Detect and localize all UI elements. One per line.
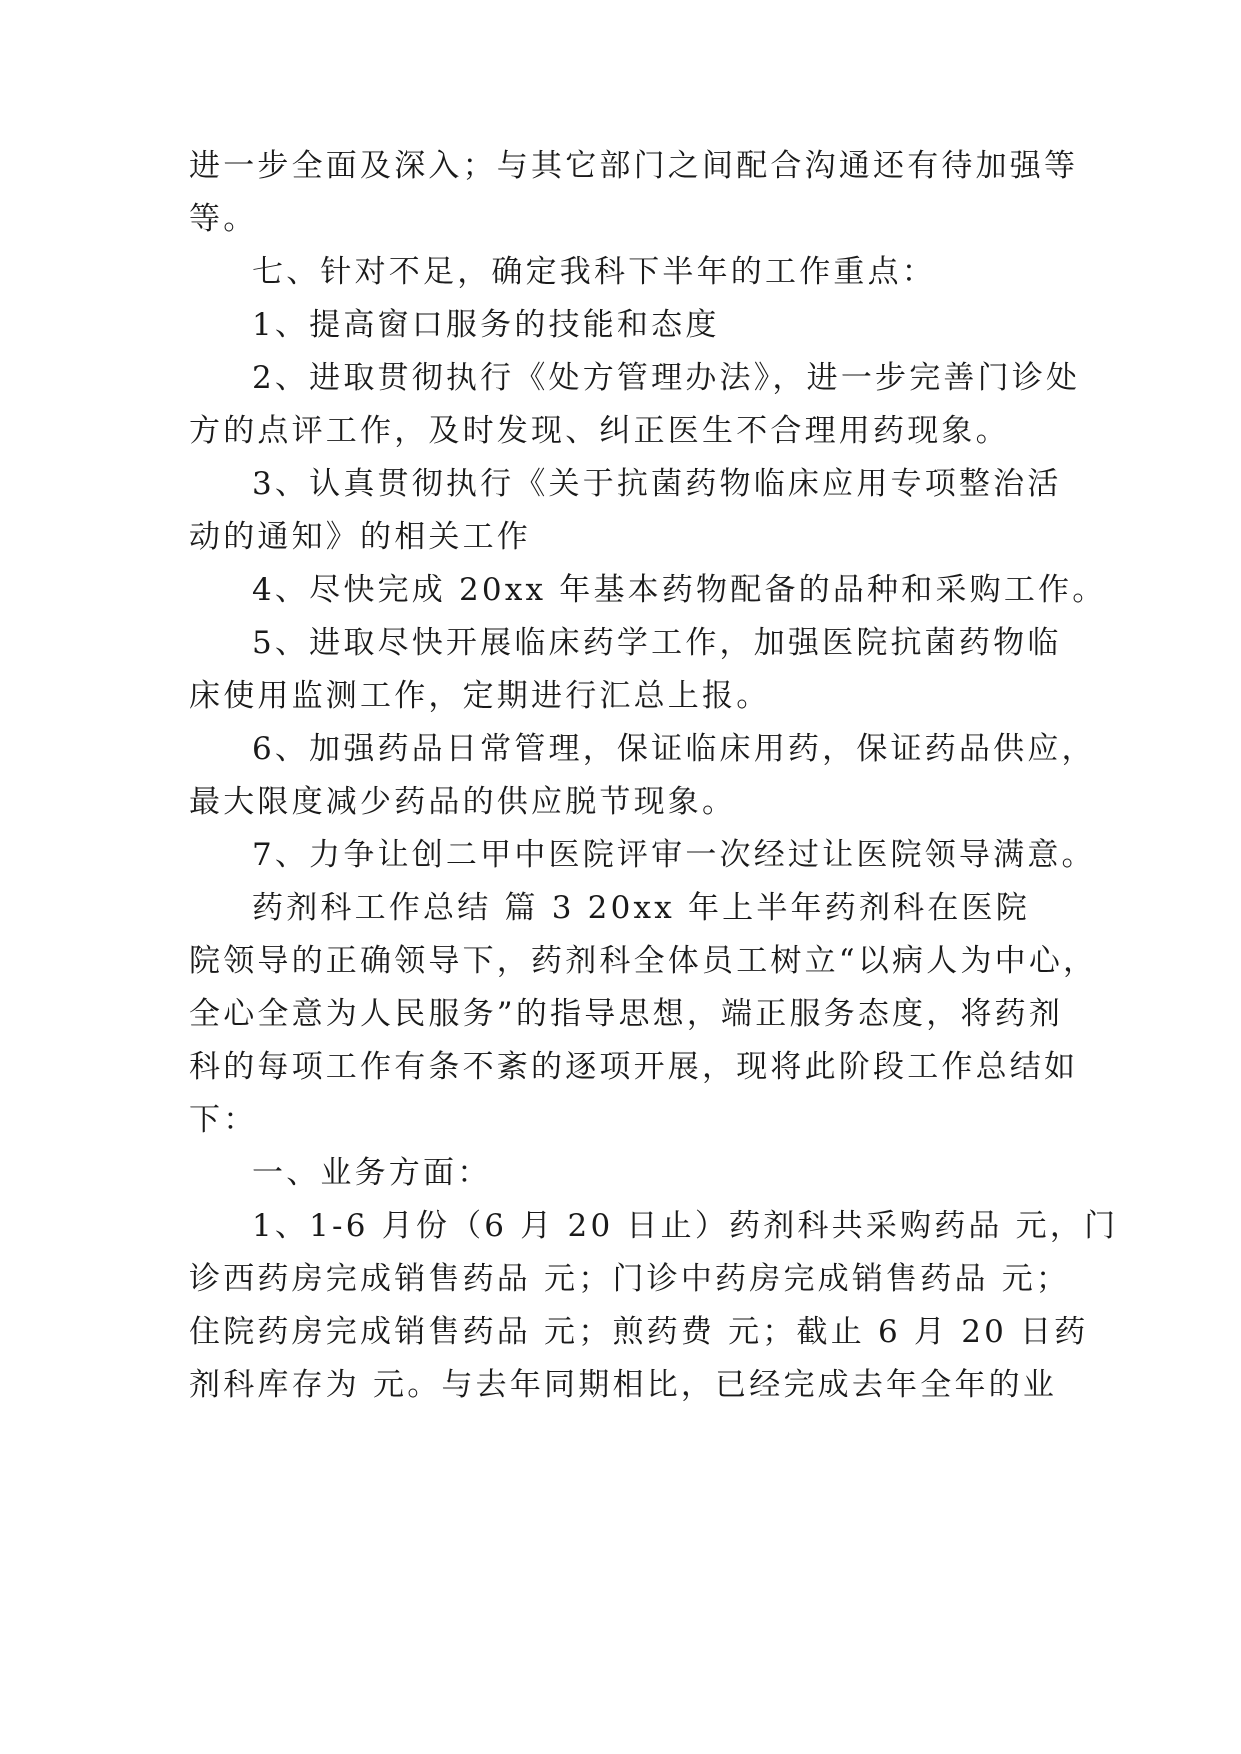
text-line: 下： (189, 1102, 258, 1138)
text-line: 进一步全面及深入；与其它部门之间配合沟通还有待加强等 (189, 148, 1079, 184)
list-item: 1、提高窗口服务的技能和态度 (252, 307, 720, 343)
text-line: 院领导的正确领导下，药剂科全体员工树立“以病人为中心， (189, 943, 1098, 979)
text-line: 床使用监测工作，定期进行汇总上报。 (189, 678, 771, 714)
text-line: 方的点评工作，及时发现、纠正医生不合理用药现象。 (189, 413, 1010, 449)
list-item: 5、进取尽快开展临床药学工作，加强医院抗菌药物临 (252, 625, 1062, 661)
text-line: 科的每项工作有条不紊的逐项开展，现将此阶段工作总结如 (189, 1049, 1079, 1085)
section-heading: 一、业务方面： (252, 1155, 492, 1191)
list-item: 4、尽快完成 20xx 年基本药物配备的品种和采购工作。 (252, 572, 1107, 608)
text-line: 等。 (189, 201, 258, 237)
list-item: 6、加强药品日常管理，保证临床用药，保证药品供应， (252, 731, 1096, 767)
list-item: 3、认真贯彻执行《关于抗菌药物临床应用专项整治活 (252, 466, 1062, 502)
text-line: 动的通知》的相关工作 (189, 519, 531, 555)
list-item: 1、1-6 月份（6 月 20 日止）药剂科共采购药品 元，门 (252, 1208, 1119, 1244)
section-heading: 七、针对不足，确定我科下半年的工作重点： (252, 254, 936, 290)
text-line: 全心全意为人民服务”的指导思想，端正服务态度，将药剂 (189, 996, 1064, 1032)
section-title-line: 药剂科工作总结 篇 3 20xx 年上半年药剂科在医院 (252, 890, 1030, 926)
text-line: 住院药房完成销售药品 元；煎药费 元；截止 6 月 20 日药 (189, 1314, 1089, 1350)
text-line: 最大限度减少药品的供应脱节现象。 (189, 784, 737, 820)
text-line: 诊西药房完成销售药品 元；门诊中药房完成销售药品 元； (189, 1261, 1071, 1297)
list-item: 2、进取贯彻执行《处方管理办法》，进一步完善门诊处 (252, 360, 1081, 396)
list-item: 7、力争让创二甲中医院评审一次经过让医院领导满意。 (252, 837, 1096, 873)
text-line: 剂科库存为 元。与去年同期相比，已经完成去年全年的业 (189, 1367, 1058, 1403)
